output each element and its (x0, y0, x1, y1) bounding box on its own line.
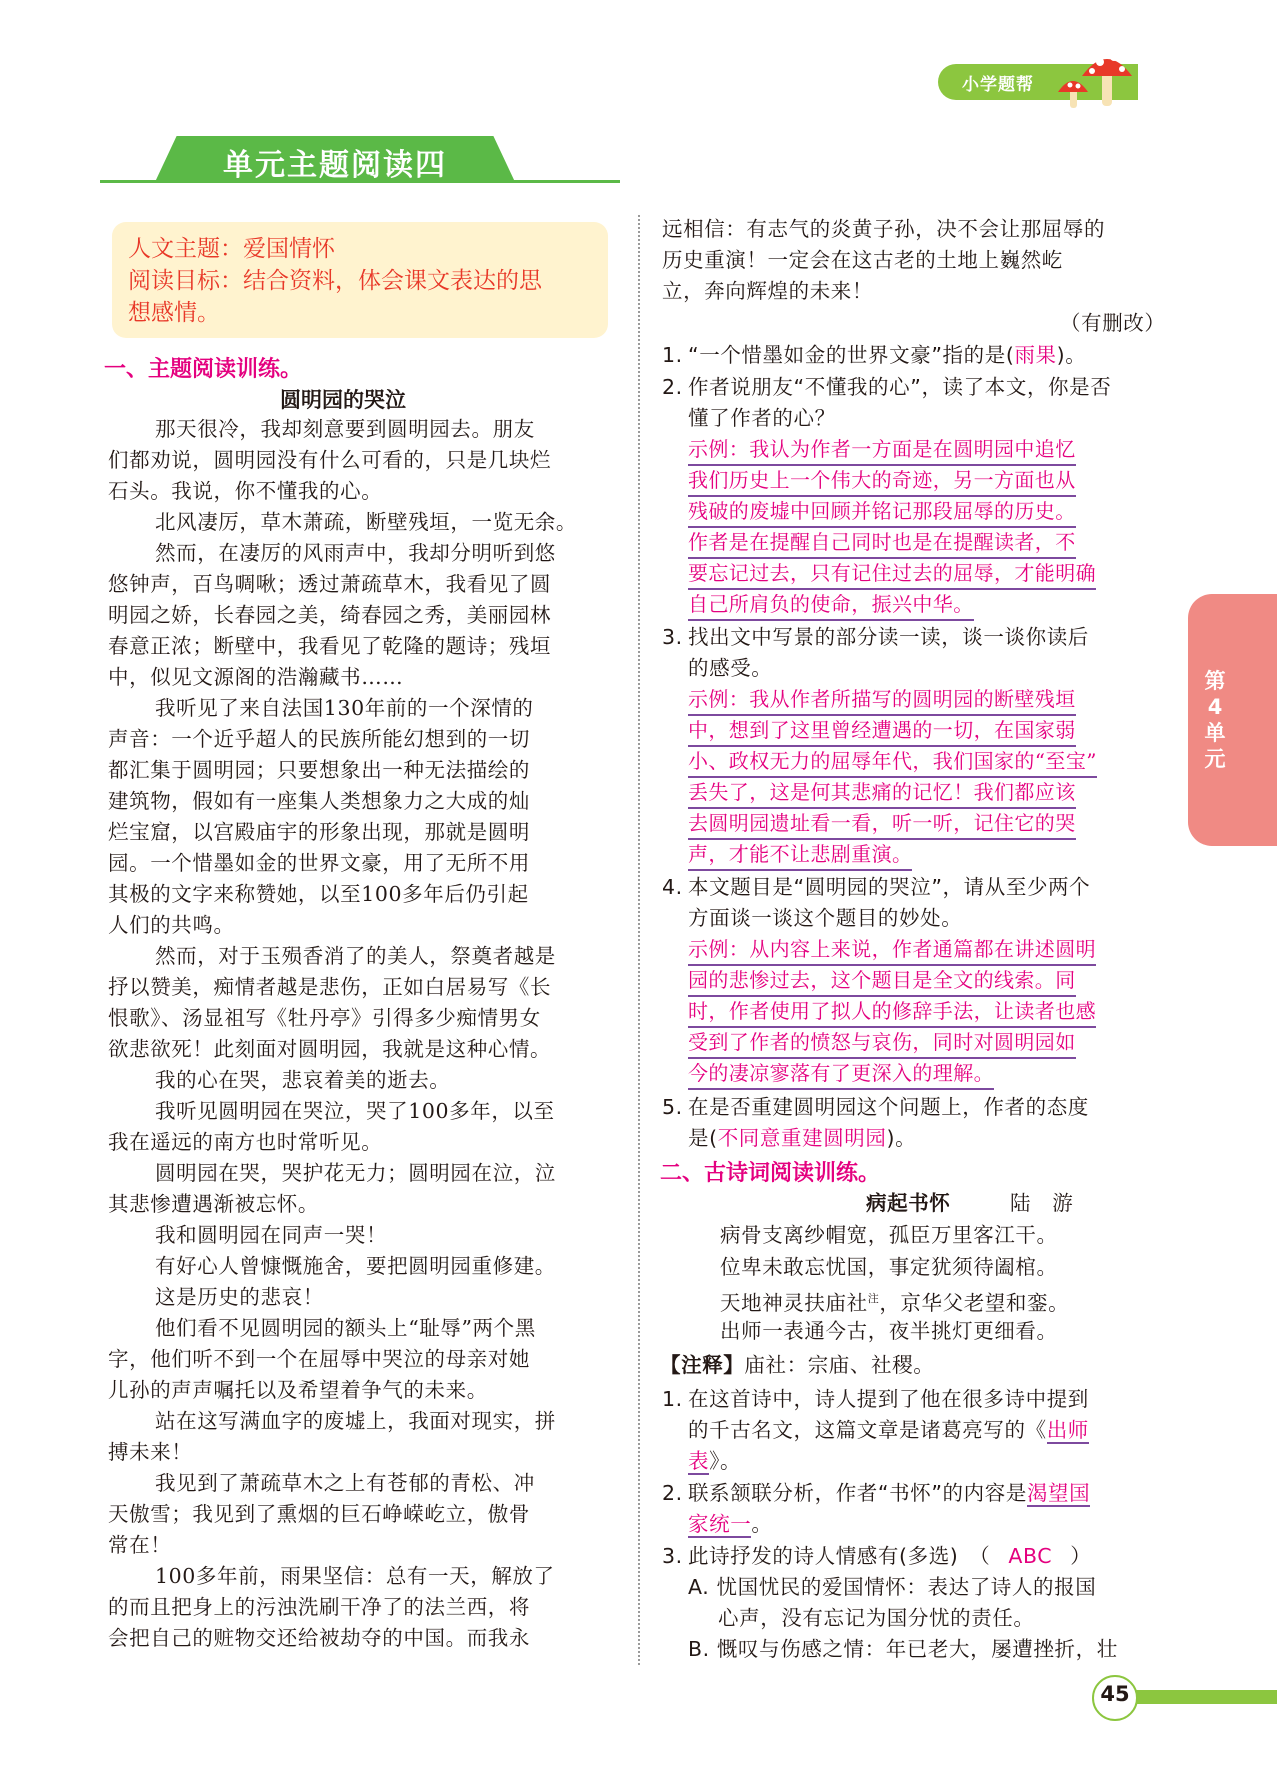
passage-line: 们都劝说，圆明园没有什么可看的，只是几块烂 (108, 448, 552, 472)
passage-line: 100多年前，雨果坚信：总有一天，解放了 (155, 1564, 555, 1588)
question-number: 2. (662, 375, 683, 399)
poem-line: 位卑未敢忘忧国，事定犹须待阖棺。 (720, 1255, 1058, 1279)
question-5-cont: 是(不同意重建圆明园)。 (688, 1126, 917, 1150)
question-number: 1. (662, 343, 683, 367)
question-2-cont: 懂了作者的心？ (688, 406, 836, 430)
answer-line: 园的悲惨过去，这个题目是全文的线索。同 (688, 965, 1076, 997)
passage-line: 字，他们听不到一个在屈辱中哭泣的母亲对她 (108, 1347, 530, 1371)
poem-question-3: 此诗抒发的诗人情感有(多选) （ ABC ） (688, 1544, 1092, 1568)
passage-line: 常在！ (108, 1533, 172, 1557)
passage-line: 他们看不见圆明园的额头上“耻辱”两个黑 (155, 1316, 536, 1340)
passage-line: 立，奔向辉煌的未来！ (662, 279, 873, 303)
page-number-bar (1130, 1690, 1277, 1704)
passage-line: 会把自己的赃物交还给被劫夺的中国。而我永 (108, 1626, 530, 1650)
question-3: 找出文中写景的部分读一读，谈一谈你读后 (688, 625, 1089, 649)
option-b: B. 慨叹与伤感之情：年已老大，屡遭挫折，壮 (688, 1637, 1118, 1661)
note-mark: 注 (867, 1292, 880, 1305)
passage-line: 然而，在凄厉的风雨声中，我却分明听到悠 (155, 541, 556, 565)
section2-heading: 二、古诗词阅读训练。 (660, 1161, 881, 1186)
answer-line: 去圆明园遗址看一看，听一听，记住它的哭 (688, 808, 1076, 840)
question-number: 3. (662, 625, 683, 649)
passage-line: 都汇集于圆明园；只要想象出一种无法描绘的 (108, 758, 530, 782)
poem-question-2: 联系颔联分析，作者“书怀”的内容是渴望国 (688, 1481, 1091, 1505)
poem-line: 天地神灵扶庙社$^注$，京华父老望和銮。 (720, 1290, 1070, 1315)
answer-line: 示例：我从作者所描写的圆明园的断壁残垣 (688, 684, 1076, 716)
passage-line: 春意正浓；断壁中，我看见了乾隆的题诗；残垣 (108, 634, 552, 658)
answer-line: 作者是在提醒自己同时也是在提醒读者，不 (688, 527, 1076, 559)
poem-question-1-cont: 的千古名文，这篇文章是诸葛亮写的《出师 (688, 1418, 1089, 1442)
passage-line: 明园之娇，长春园之美，绮春园之秀，美丽园林 (108, 603, 552, 627)
passage-title: 圆明园的哭泣 (280, 388, 406, 412)
answer-line: 残破的废墟中回顾并铭记那段屈辱的历史。 (688, 496, 1076, 528)
passage-line: 人们的共鸣。 (108, 913, 235, 937)
page-number: 45 (1100, 1682, 1130, 1706)
option-a-cont: 心声，没有忘记为国分忧的责任。 (718, 1606, 1035, 1630)
passage-line: 然而，对于玉殒香消了的美人，祭奠者越是 (155, 944, 556, 968)
goal-line-cont: 想感情。 (128, 300, 220, 326)
passage-line: 石头。我说，你不懂我的心。 (108, 479, 383, 503)
brand-label: 小学题帮 (962, 75, 1034, 95)
passage-line: 有好心人曾慷慨施舍，要把圆明园重修建。 (155, 1254, 556, 1278)
passage-line: 我听见圆明园在哭泣，哭了100多年，以至 (155, 1099, 555, 1123)
passage-line: 我在遥远的南方也时常听见。 (108, 1130, 383, 1154)
answer-line: 小、政权无力的屈辱年代，我们国家的“至宝” (688, 746, 1097, 778)
answer-line: 示例：从内容上来说，作者通篇都在讲述圆明 (688, 934, 1096, 966)
question-number: 2. (662, 1481, 683, 1505)
passage-line: 园。一个惜墨如金的世界文豪，用了无所不用 (108, 851, 530, 875)
passage-line: 我和圆明园在同声一哭！ (155, 1223, 388, 1247)
theme-line: 人文主题：爱国情怀 (128, 236, 335, 262)
passage-line: 烂宝窟，以宫殿庙宇的形象出现，那就是圆明 (108, 820, 530, 844)
passage-line: 天傲雪；我见到了熏烟的巨石峥嵘屹立，傲骨 (108, 1502, 530, 1526)
poem-note: 【注释】庙社：宗庙、社稷。 (660, 1353, 935, 1377)
answer-line: 时，作者使用了拟人的修辞手法，让读者也感 (688, 996, 1096, 1028)
question-number: 3. (662, 1544, 683, 1568)
question-3-cont: 的感受。 (688, 656, 773, 680)
answer-line: 要忘记过去，只有记住过去的屈辱，才能明确 (688, 558, 1096, 590)
passage-line: 站在这写满血字的废墟上，我面对现实，拼 (155, 1409, 556, 1433)
passage-line: 我的心在哭，悲哀着美的逝去。 (155, 1068, 451, 1092)
passage-line: 中，似见文源阁的浩瀚藏书…… (108, 665, 404, 689)
passage-line: 建筑物，假如有一座集人类想象力之大成的灿 (108, 789, 530, 813)
source-note: （有删改） (1060, 311, 1166, 335)
passage-line: 儿孙的声声嘱托以及希望着争气的未来。 (108, 1378, 488, 1402)
poem-title: 病起书怀 (866, 1191, 951, 1215)
passage-line: 悠钟声，百鸟啁啾；透过萧疏草木，我看见了圆 (108, 572, 552, 596)
answer-text: 表 (688, 1449, 710, 1473)
question-number: 4. (662, 875, 683, 899)
question-4-cont: 方面谈一谈这个题目的妙处。 (688, 906, 963, 930)
answer-line: 中，想到了这里曾经遭遇的一切，在国家弱 (688, 715, 1076, 747)
answer-line: 丢失了，这是何其悲痛的记忆！我们都应该 (688, 777, 1076, 809)
answer-text: 出师 (1046, 1418, 1089, 1442)
question-4: 本文题目是“圆明园的哭泣”，请从至少两个 (688, 875, 1091, 899)
poem-line: 出师一表通今古，夜半挑灯更细看。 (720, 1319, 1058, 1343)
goal-line: 阅读目标：结合资料，体会课文表达的思 (128, 268, 542, 294)
question-5: 在是否重建圆明园这个问题上，作者的态度 (688, 1095, 1089, 1119)
passage-line: 其极的文字来称赞她，以至100多年后仍引起 (108, 882, 529, 906)
answer-line: 受到了作者的愤怒与哀伤，同时对圆明园如 (688, 1027, 1076, 1059)
poem-author: 陆 游 (1010, 1191, 1074, 1215)
option-a: A. 忧国忧民的爱国情怀：表达了诗人的报国 (688, 1575, 1097, 1599)
poem-question-1: 在这首诗中，诗人提到了他在很多诗中提到 (688, 1387, 1089, 1411)
poem-question-1-end: 表》。 (688, 1449, 742, 1473)
answer-text: 不同意重建圆明园 (717, 1126, 887, 1150)
passage-line: 搏未来！ (108, 1440, 193, 1464)
answer-line: 自己所肩负的使命，振兴中华。 (688, 589, 974, 621)
poem-line: 病骨支离纱帽宽，孤臣万里客江干。 (720, 1223, 1058, 1247)
unit-side-tab-label: 第 4 单 元 (1204, 669, 1226, 771)
passage-line: 这是历史的悲哀！ (155, 1285, 324, 1309)
passage-line: 声音：一个近乎超人的民族所能幻想到的一切 (108, 727, 530, 751)
column-divider (638, 215, 640, 1665)
passage-line: 其悲惨遭遇渐被忘怀。 (108, 1192, 319, 1216)
mushroom-icon (1058, 42, 1138, 112)
passage-line: 抒以赞美，痴情者越是悲伤，正如白居易写《长 (108, 975, 552, 999)
answer-text: 渴望国 (1026, 1481, 1091, 1505)
passage-line: 圆明园在哭，哭护花无力；圆明园在泣，泣 (155, 1161, 556, 1185)
answer-line: 今的凄凉寥落有了更深入的理解。 (688, 1058, 994, 1090)
passage-line: 远相信：有志气的炎黄子孙，决不会让那屈辱的 (662, 217, 1106, 241)
answer-text: 家统一 (688, 1512, 752, 1536)
question-1: “一个惜墨如金的世界文豪”指的是(雨果)。 (688, 343, 1087, 367)
answer-line: 声，才能不让悲剧重演。 (688, 839, 912, 871)
answer-line: 我们历史上一个伟大的奇迹，另一方面也从 (688, 465, 1076, 497)
passage-line: 欲悲欲死！此刻面对圆明园，我就是这种心情。 (108, 1037, 552, 1061)
passage-line: 恨歌》、汤显祖写《牡丹亭》引得多少痴情男女 (108, 1006, 541, 1030)
answer-text: ABC (1008, 1544, 1053, 1568)
answer-line: 示例：我认为作者一方面是在圆明园中追忆 (688, 434, 1076, 466)
question-number: 5. (662, 1095, 683, 1119)
unit-title: 单元主题阅读四 (223, 148, 447, 183)
passage-line: 北风凄厉，草木萧疏，断壁残垣，一览无余。 (155, 510, 577, 534)
passage-line: 的而且把身上的污浊洗刷干净了的法兰西，将 (108, 1595, 530, 1619)
passage-line: 历史重演！一定会在这古老的土地上巍然屹 (662, 248, 1063, 272)
question-number: 1. (662, 1387, 683, 1411)
poem-question-2-end: 家统一。 (688, 1512, 773, 1536)
question-2: 作者说朋友“不懂我的心”，读了本文，你是否 (688, 375, 1112, 399)
section1-heading: 一、主题阅读训练。 (104, 357, 303, 382)
answer-text: 雨果 (1014, 343, 1057, 367)
passage-line: 那天很冷，我却刻意要到圆明园去。朋友 (155, 417, 535, 441)
passage-line: 我听见了来自法国130年前的一个深情的 (155, 696, 534, 720)
passage-line: 我见到了萧疏草木之上有苍郁的青松、冲 (155, 1471, 535, 1495)
